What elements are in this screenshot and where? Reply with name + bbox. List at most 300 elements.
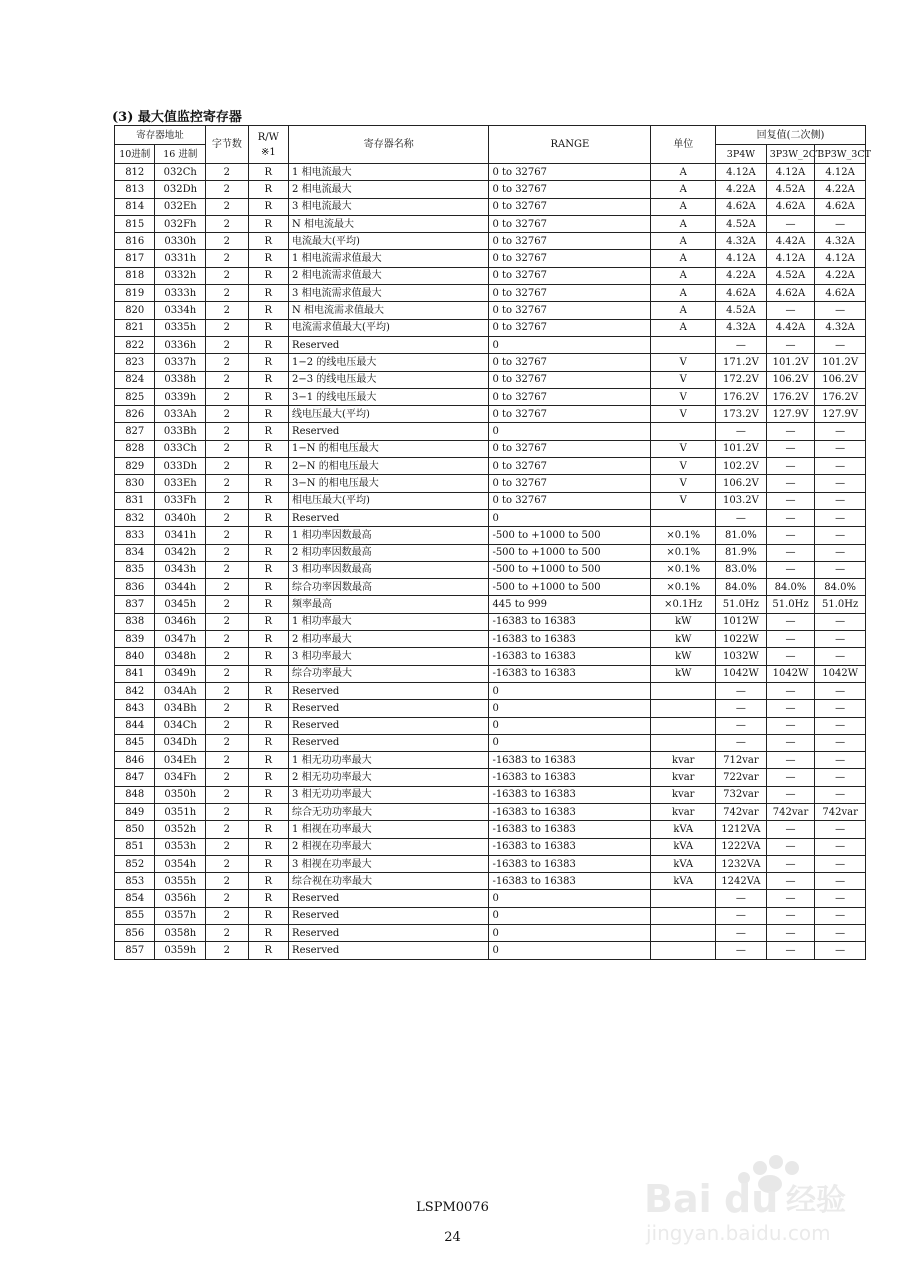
reply-3p3w-2ct-cell: — bbox=[766, 613, 815, 630]
rw-cell: R bbox=[248, 613, 288, 630]
reply-3p3w-2ct-cell: — bbox=[766, 700, 815, 717]
rw-cell: R bbox=[248, 285, 288, 302]
bytes-cell: 2 bbox=[206, 873, 249, 890]
bytes-cell: 2 bbox=[206, 838, 249, 855]
addr-dec-cell: 835 bbox=[115, 561, 155, 578]
addr-dec-cell: 822 bbox=[115, 336, 155, 353]
reply-3p4w-cell: 1212VA bbox=[716, 821, 767, 838]
reply-3p3w-2ct-cell: 106.2V bbox=[766, 371, 815, 388]
reply-3p3w-2ct-cell: — bbox=[766, 786, 815, 803]
table-row bbox=[115, 925, 866, 942]
unit-cell: ×0.1% bbox=[651, 544, 716, 561]
reply-3p4w-cell: — bbox=[716, 734, 767, 751]
reply-3p3w-3ct-cell: — bbox=[815, 769, 866, 786]
range-cell: 445 to 999 bbox=[489, 596, 651, 613]
rw-cell: R bbox=[248, 752, 288, 769]
unit-cell bbox=[651, 336, 716, 353]
addr-hex-cell: 0332h bbox=[155, 267, 206, 284]
reply-3p3w-2ct-cell: 4.12A bbox=[766, 250, 815, 267]
addr-dec-cell: 829 bbox=[115, 458, 155, 475]
reply-3p4w-cell: 83.0% bbox=[716, 561, 767, 578]
register-name-cell: Reserved bbox=[289, 925, 489, 942]
addr-dec-cell: 845 bbox=[115, 734, 155, 751]
register-name-cell: 3 相电流最大 bbox=[289, 198, 489, 215]
reply-3p3w-3ct-cell: — bbox=[815, 544, 866, 561]
unit-cell: V bbox=[651, 458, 716, 475]
unit-cell: A bbox=[651, 181, 716, 198]
addr-dec-cell: 830 bbox=[115, 475, 155, 492]
rw-cell: R bbox=[248, 319, 288, 336]
addr-hex-cell: 033Ch bbox=[155, 440, 206, 457]
table-row bbox=[115, 855, 866, 872]
register-name-cell: 3−N 的相电压最大 bbox=[289, 475, 489, 492]
reply-3p3w-3ct-cell: — bbox=[815, 873, 866, 890]
range-cell: -500 to +1000 to 500 bbox=[489, 579, 651, 596]
reply-3p3w-3ct-cell: — bbox=[815, 925, 866, 942]
rw-cell: R bbox=[248, 717, 288, 734]
addr-dec-cell: 841 bbox=[115, 665, 155, 682]
table-row bbox=[115, 371, 866, 388]
addr-hex-cell: 032Ch bbox=[155, 164, 206, 181]
reply-3p3w-2ct-cell: — bbox=[766, 631, 815, 648]
bytes-cell: 2 bbox=[206, 492, 249, 509]
addr-hex-cell: 0337h bbox=[155, 354, 206, 371]
rw-cell: R bbox=[248, 164, 288, 181]
unit-cell: kvar bbox=[651, 752, 716, 769]
range-cell: -16383 to 16383 bbox=[489, 648, 651, 665]
addr-dec-cell: 843 bbox=[115, 700, 155, 717]
table-row bbox=[115, 648, 866, 665]
unit-cell: kW bbox=[651, 613, 716, 630]
reply-3p4w-cell: 4.12A bbox=[716, 250, 767, 267]
reply-3p3w-3ct-cell: 4.62A bbox=[815, 285, 866, 302]
range-cell: 0 bbox=[489, 682, 651, 699]
register-rows bbox=[115, 164, 866, 960]
reply-3p3w-3ct-cell: — bbox=[815, 786, 866, 803]
addr-hex-cell: 0341h bbox=[155, 527, 206, 544]
table-row bbox=[115, 250, 866, 267]
rw-cell: R bbox=[248, 423, 288, 440]
reply-3p3w-3ct-cell: 4.12A bbox=[815, 250, 866, 267]
rw-cell: R bbox=[248, 925, 288, 942]
rw-cell: R bbox=[248, 942, 288, 959]
unit-cell bbox=[651, 717, 716, 734]
addr-dec-cell: 848 bbox=[115, 786, 155, 803]
header-3p3w-3ct: 3P3W_3CT bbox=[815, 145, 866, 164]
rw-cell: R bbox=[248, 682, 288, 699]
rw-cell: R bbox=[248, 250, 288, 267]
reply-3p3w-3ct-cell: — bbox=[815, 734, 866, 751]
reply-3p3w-2ct-cell: — bbox=[766, 890, 815, 907]
bytes-cell: 2 bbox=[206, 233, 249, 250]
addr-dec-cell: 820 bbox=[115, 302, 155, 319]
rw-cell: R bbox=[248, 838, 288, 855]
svg-text:经验: 经验 bbox=[786, 1183, 846, 1218]
reply-3p3w-2ct-cell: — bbox=[766, 475, 815, 492]
reply-3p4w-cell: 722var bbox=[716, 769, 767, 786]
register-name-cell: 1 相功率因数最高 bbox=[289, 527, 489, 544]
reply-3p3w-3ct-cell: — bbox=[815, 648, 866, 665]
range-cell: 0 bbox=[489, 336, 651, 353]
addr-hex-cell: 0350h bbox=[155, 786, 206, 803]
reply-3p3w-3ct-cell: 1042W bbox=[815, 665, 866, 682]
reply-3p3w-2ct-cell: — bbox=[766, 561, 815, 578]
range-cell: -500 to +1000 to 500 bbox=[489, 544, 651, 561]
unit-cell bbox=[651, 423, 716, 440]
bytes-cell: 2 bbox=[206, 613, 249, 630]
reply-3p3w-3ct-cell: — bbox=[815, 717, 866, 734]
addr-hex-cell: 0344h bbox=[155, 579, 206, 596]
register-name-cell: N 相电流需求值最大 bbox=[289, 302, 489, 319]
svg-text:jingyan.baidu.com: jingyan.baidu.com bbox=[646, 1221, 831, 1245]
bytes-cell: 2 bbox=[206, 717, 249, 734]
bytes-cell: 2 bbox=[206, 752, 249, 769]
reply-3p4w-cell: — bbox=[716, 717, 767, 734]
table-row bbox=[115, 267, 866, 284]
register-name-cell: Reserved bbox=[289, 700, 489, 717]
rw-cell: R bbox=[248, 302, 288, 319]
unit-cell bbox=[651, 734, 716, 751]
reply-3p3w-3ct-cell: — bbox=[815, 302, 866, 319]
register-name-cell: Reserved bbox=[289, 907, 489, 924]
reply-3p4w-cell: 171.2V bbox=[716, 354, 767, 371]
range-cell: 0 to 32767 bbox=[489, 371, 651, 388]
rw-cell: R bbox=[248, 803, 288, 820]
register-name-cell: 2−3 的线电压最大 bbox=[289, 371, 489, 388]
table-row bbox=[115, 215, 866, 232]
bytes-cell: 2 bbox=[206, 509, 249, 526]
addr-dec-cell: 850 bbox=[115, 821, 155, 838]
reply-3p3w-2ct-cell: — bbox=[766, 821, 815, 838]
addr-dec-cell: 821 bbox=[115, 319, 155, 336]
register-name-cell: 2 相视在功率最大 bbox=[289, 838, 489, 855]
addr-hex-cell: 0357h bbox=[155, 907, 206, 924]
reply-3p3w-3ct-cell: — bbox=[815, 890, 866, 907]
range-cell: -500 to +1000 to 500 bbox=[489, 527, 651, 544]
unit-cell: kvar bbox=[651, 803, 716, 820]
rw-cell: R bbox=[248, 509, 288, 526]
unit-cell bbox=[651, 907, 716, 924]
range-cell: 0 bbox=[489, 423, 651, 440]
register-name-cell: 2 相功率最大 bbox=[289, 631, 489, 648]
rw-cell: R bbox=[248, 890, 288, 907]
rw-cell: R bbox=[248, 336, 288, 353]
addr-hex-cell: 034Ah bbox=[155, 682, 206, 699]
unit-cell: kW bbox=[651, 665, 716, 682]
reply-3p4w-cell: — bbox=[716, 907, 767, 924]
bytes-cell: 2 bbox=[206, 527, 249, 544]
rw-cell: R bbox=[248, 215, 288, 232]
reply-3p4w-cell: 4.52A bbox=[716, 215, 767, 232]
table-row bbox=[115, 665, 866, 682]
header-rw bbox=[248, 126, 288, 164]
rw-cell: R bbox=[248, 648, 288, 665]
table-row bbox=[115, 700, 866, 717]
rw-cell: R bbox=[248, 544, 288, 561]
addr-dec-cell: 814 bbox=[115, 198, 155, 215]
rw-cell: R bbox=[248, 388, 288, 405]
addr-dec-cell: 839 bbox=[115, 631, 155, 648]
bytes-cell: 2 bbox=[206, 164, 249, 181]
rw-cell: R bbox=[248, 907, 288, 924]
addr-dec-cell: 853 bbox=[115, 873, 155, 890]
svg-text:Bai: Bai bbox=[644, 1177, 712, 1221]
register-name-cell: 3 相电流需求值最大 bbox=[289, 285, 489, 302]
unit-cell: V bbox=[651, 354, 716, 371]
reply-3p3w-3ct-cell: 106.2V bbox=[815, 371, 866, 388]
reply-3p3w-2ct-cell: 742var bbox=[766, 803, 815, 820]
addr-hex-cell: 0339h bbox=[155, 388, 206, 405]
reply-3p3w-2ct-cell: — bbox=[766, 336, 815, 353]
addr-dec-cell: 831 bbox=[115, 492, 155, 509]
bytes-cell: 2 bbox=[206, 561, 249, 578]
addr-hex-cell: 0358h bbox=[155, 925, 206, 942]
reply-3p4w-cell: 742var bbox=[716, 803, 767, 820]
register-name-cell: 1 相视在功率最大 bbox=[289, 821, 489, 838]
reply-3p3w-3ct-cell: 101.2V bbox=[815, 354, 866, 371]
rw-cell: R bbox=[248, 786, 288, 803]
unit-cell: V bbox=[651, 406, 716, 423]
reply-3p4w-cell: 173.2V bbox=[716, 406, 767, 423]
range-cell: 0 bbox=[489, 509, 651, 526]
range-cell: 0 to 32767 bbox=[489, 250, 651, 267]
reply-3p4w-cell: — bbox=[716, 336, 767, 353]
table-row bbox=[115, 734, 866, 751]
range-cell: 0 to 32767 bbox=[489, 302, 651, 319]
reply-3p3w-3ct-cell: — bbox=[815, 631, 866, 648]
table-row bbox=[115, 440, 866, 457]
unit-cell: kVA bbox=[651, 821, 716, 838]
register-name-cell: 2 相电流需求值最大 bbox=[289, 267, 489, 284]
reply-3p4w-cell: 4.52A bbox=[716, 302, 767, 319]
addr-dec-cell: 855 bbox=[115, 907, 155, 924]
table-row bbox=[115, 164, 866, 181]
unit-cell bbox=[651, 925, 716, 942]
addr-hex-cell: 0355h bbox=[155, 873, 206, 890]
addr-dec-cell: 818 bbox=[115, 267, 155, 284]
bytes-cell: 2 bbox=[206, 267, 249, 284]
reply-3p3w-2ct-cell: 101.2V bbox=[766, 354, 815, 371]
register-name-cell: 1−2 的线电压最大 bbox=[289, 354, 489, 371]
reply-3p3w-3ct-cell: — bbox=[815, 527, 866, 544]
register-name-cell: 1 相电流最大 bbox=[289, 164, 489, 181]
bytes-cell: 2 bbox=[206, 648, 249, 665]
table-row bbox=[115, 319, 866, 336]
unit-cell: ×0.1% bbox=[651, 561, 716, 578]
reply-3p3w-3ct-cell: — bbox=[815, 855, 866, 872]
reply-3p3w-2ct-cell: 4.52A bbox=[766, 181, 815, 198]
header-range: RANGE bbox=[489, 126, 651, 164]
bytes-cell: 2 bbox=[206, 855, 249, 872]
unit-cell: ×0.1% bbox=[651, 579, 716, 596]
reply-3p3w-3ct-cell: 84.0% bbox=[815, 579, 866, 596]
table-row bbox=[115, 475, 866, 492]
addr-dec-cell: 844 bbox=[115, 717, 155, 734]
reply-3p3w-2ct-cell: — bbox=[766, 907, 815, 924]
register-name-cell: 综合视在功率最大 bbox=[289, 873, 489, 890]
register-name-cell: 综合无功功率最大 bbox=[289, 803, 489, 820]
unit-cell: ×0.1% bbox=[651, 527, 716, 544]
reply-3p3w-2ct-cell: 4.52A bbox=[766, 267, 815, 284]
addr-dec-cell: 852 bbox=[115, 855, 155, 872]
addr-hex-cell: 034Eh bbox=[155, 752, 206, 769]
reply-3p3w-2ct-cell: 4.62A bbox=[766, 285, 815, 302]
reply-3p3w-3ct-cell: 176.2V bbox=[815, 388, 866, 405]
register-name-cell: 1−N 的相电压最大 bbox=[289, 440, 489, 457]
range-cell: -16383 to 16383 bbox=[489, 769, 651, 786]
reply-3p4w-cell: 4.62A bbox=[716, 198, 767, 215]
addr-dec-cell: 815 bbox=[115, 215, 155, 232]
table-row bbox=[115, 717, 866, 734]
reply-3p3w-3ct-cell: 4.32A bbox=[815, 319, 866, 336]
table-row bbox=[115, 631, 866, 648]
register-name-cell: 1 相功率最大 bbox=[289, 613, 489, 630]
addr-hex-cell: 033Ah bbox=[155, 406, 206, 423]
register-name-cell: 相电压最大(平均) bbox=[289, 492, 489, 509]
table-row bbox=[115, 596, 866, 613]
reply-3p3w-2ct-cell: — bbox=[766, 215, 815, 232]
reply-3p3w-3ct-cell: 4.32A bbox=[815, 233, 866, 250]
addr-hex-cell: 0359h bbox=[155, 942, 206, 959]
range-cell: -16383 to 16383 bbox=[489, 821, 651, 838]
reply-3p3w-3ct-cell: — bbox=[815, 336, 866, 353]
table-row bbox=[115, 821, 866, 838]
reply-3p4w-cell: 172.2V bbox=[716, 371, 767, 388]
reply-3p3w-2ct-cell: — bbox=[766, 682, 815, 699]
reply-3p4w-cell: 84.0% bbox=[716, 579, 767, 596]
header-3p3w-2ct: 3P3W_2CT bbox=[766, 145, 815, 164]
range-cell: 0 to 32767 bbox=[489, 492, 651, 509]
rw-cell: R bbox=[248, 665, 288, 682]
table-row bbox=[115, 406, 866, 423]
reply-3p4w-cell: — bbox=[716, 682, 767, 699]
unit-cell: kVA bbox=[651, 855, 716, 872]
page-number: 24 bbox=[444, 1230, 461, 1245]
addr-dec-cell: 816 bbox=[115, 233, 155, 250]
reply-3p4w-cell: 4.32A bbox=[716, 319, 767, 336]
unit-cell bbox=[651, 942, 716, 959]
range-cell: 0 to 32767 bbox=[489, 198, 651, 215]
register-name-cell: 2 相功率因数最高 bbox=[289, 544, 489, 561]
range-cell: 0 to 32767 bbox=[489, 440, 651, 457]
reply-3p3w-3ct-cell: — bbox=[815, 492, 866, 509]
rw-cell: R bbox=[248, 492, 288, 509]
header-reply: 回复值(二次侧) bbox=[716, 126, 866, 145]
unit-cell bbox=[651, 509, 716, 526]
register-name-cell: 3 相视在功率最大 bbox=[289, 855, 489, 872]
reply-3p3w-2ct-cell: 4.12A bbox=[766, 164, 815, 181]
addr-hex-cell: 033Bh bbox=[155, 423, 206, 440]
reply-3p4w-cell: 176.2V bbox=[716, 388, 767, 405]
unit-cell: A bbox=[651, 215, 716, 232]
table-row bbox=[115, 752, 866, 769]
addr-hex-cell: 0345h bbox=[155, 596, 206, 613]
unit-cell: V bbox=[651, 475, 716, 492]
addr-hex-cell: 032Eh bbox=[155, 198, 206, 215]
reply-3p3w-3ct-cell: 4.22A bbox=[815, 267, 866, 284]
reply-3p3w-3ct-cell: 742var bbox=[815, 803, 866, 820]
register-name-cell: 2−N 的相电压最大 bbox=[289, 458, 489, 475]
register-name-cell: 电流需求值最大(平均) bbox=[289, 319, 489, 336]
rw-cell: R bbox=[248, 821, 288, 838]
addr-hex-cell: 0356h bbox=[155, 890, 206, 907]
addr-hex-cell: 0336h bbox=[155, 336, 206, 353]
addr-dec-cell: 840 bbox=[115, 648, 155, 665]
rw-cell: R bbox=[248, 440, 288, 457]
table-row bbox=[115, 579, 866, 596]
unit-cell: A bbox=[651, 267, 716, 284]
addr-dec-cell: 813 bbox=[115, 181, 155, 198]
unit-cell: V bbox=[651, 492, 716, 509]
bytes-cell: 2 bbox=[206, 388, 249, 405]
rw-cell: R bbox=[248, 458, 288, 475]
reply-3p3w-2ct-cell: — bbox=[766, 734, 815, 751]
range-cell: 0 to 32767 bbox=[489, 181, 651, 198]
table-row bbox=[115, 509, 866, 526]
reply-3p3w-3ct-cell: — bbox=[815, 752, 866, 769]
reply-3p3w-3ct-cell: — bbox=[815, 440, 866, 457]
unit-cell: kvar bbox=[651, 786, 716, 803]
unit-cell: A bbox=[651, 302, 716, 319]
bytes-cell: 2 bbox=[206, 181, 249, 198]
reply-3p3w-2ct-cell: — bbox=[766, 458, 815, 475]
reply-3p4w-cell: 1022W bbox=[716, 631, 767, 648]
bytes-cell: 2 bbox=[206, 803, 249, 820]
unit-cell: kW bbox=[651, 648, 716, 665]
table-row bbox=[115, 388, 866, 405]
section-title: (3) 最大值监控寄存器 bbox=[112, 110, 242, 125]
register-name-cell: Reserved bbox=[289, 734, 489, 751]
reply-3p3w-2ct-cell: — bbox=[766, 769, 815, 786]
header-unit: 单位 bbox=[651, 126, 716, 164]
header-rw-note: ※1 bbox=[260, 146, 276, 158]
table-row bbox=[115, 527, 866, 544]
range-cell: -16383 to 16383 bbox=[489, 803, 651, 820]
reply-3p3w-2ct-cell: — bbox=[766, 509, 815, 526]
reply-3p3w-2ct-cell: 176.2V bbox=[766, 388, 815, 405]
reply-3p3w-2ct-cell: — bbox=[766, 925, 815, 942]
reply-3p4w-cell: 81.0% bbox=[716, 527, 767, 544]
header-bytes: 字节数 bbox=[206, 126, 249, 164]
rw-cell: R bbox=[248, 198, 288, 215]
reply-3p3w-2ct-cell: 4.42A bbox=[766, 319, 815, 336]
bytes-cell: 2 bbox=[206, 336, 249, 353]
register-table bbox=[114, 125, 871, 960]
rw-cell: R bbox=[248, 354, 288, 371]
addr-hex-cell: 0331h bbox=[155, 250, 206, 267]
reply-3p3w-2ct-cell: — bbox=[766, 752, 815, 769]
addr-hex-cell: 033Fh bbox=[155, 492, 206, 509]
table-row bbox=[115, 890, 866, 907]
baidu-jingyan-watermark-logo bbox=[640, 1150, 880, 1260]
addr-hex-cell: 0340h bbox=[155, 509, 206, 526]
reply-3p4w-cell: — bbox=[716, 890, 767, 907]
unit-cell: A bbox=[651, 198, 716, 215]
reply-3p4w-cell: 102.2V bbox=[716, 458, 767, 475]
header-hex: 16 进制 bbox=[155, 145, 206, 164]
range-cell: 0 to 32767 bbox=[489, 215, 651, 232]
reply-3p3w-2ct-cell: 4.62A bbox=[766, 198, 815, 215]
addr-dec-cell: 817 bbox=[115, 250, 155, 267]
rw-cell: R bbox=[248, 527, 288, 544]
table-row bbox=[115, 302, 866, 319]
bytes-cell: 2 bbox=[206, 354, 249, 371]
reply-3p3w-3ct-cell: — bbox=[815, 942, 866, 959]
range-cell: 0 to 32767 bbox=[489, 285, 651, 302]
addr-dec-cell: 827 bbox=[115, 423, 155, 440]
unit-cell: A bbox=[651, 164, 716, 181]
reply-3p3w-2ct-cell: 1042W bbox=[766, 665, 815, 682]
